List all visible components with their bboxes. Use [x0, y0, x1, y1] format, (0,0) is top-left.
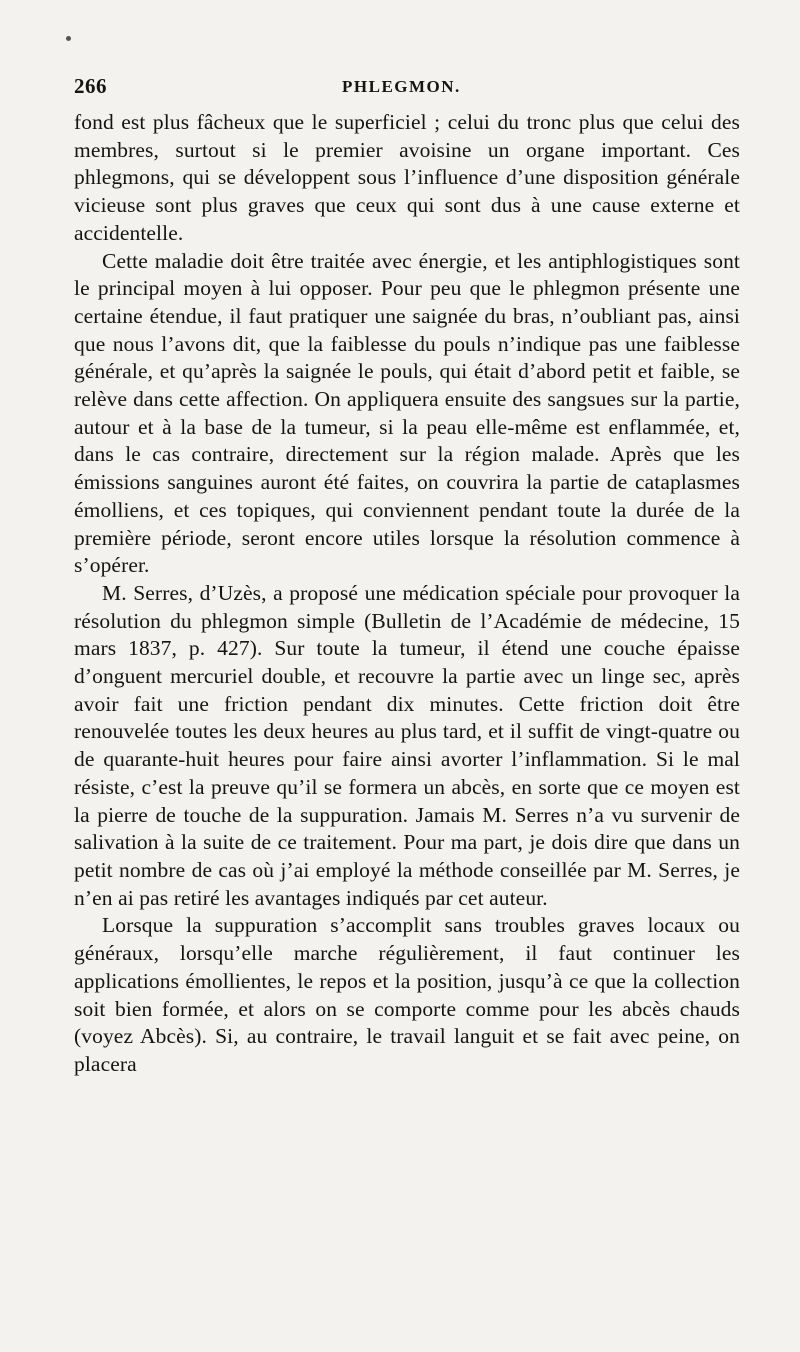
body-text [74, 109, 740, 1079]
page-number: 266 [74, 74, 107, 98]
page-header [74, 74, 740, 104]
ink-speck [66, 36, 71, 41]
paragraph-4: Lorsque la suppuration s’accomplit sans troubles graves locaux ou généraux, lorsqu’elle marche régulièrement, il faut continuer les applications émollientes, le repos et la position, jusqu’à ce que la collection soit bien formée, et alors on se comporte comme pour les abcès chauds (voyez Abcès). Si, au contraire, le travail languit et se fait avec peine, on placera [74, 913, 740, 1076]
paragraph-3: M. Serres, d’Uzès, a proposé une médication spéciale pour provoquer la résolution du phlegmon simple (Bulletin de l’Académie de médecine, 15 mars 1837, p. 427). Sur toute la tumeur, il étend une couche épaisse d’onguent mercuriel double, et recouvre la partie avec un linge sec, après avoir fait une friction pendant dix minutes. Cette friction doit être renouvelée toutes les deux heures au plus tard, et il suffit de vingt-quatre ou de quarante-huit heures pour faire ainsi avorter l’inflammation. Si le mal résiste, c’est la preuve qu’il se formera un abcès, en sorte que ce moyen est la pierre de touche de la suppuration. Jamais M. Serres n’a vu survenir de salivation à la suite de ce traitement. Pour ma part, je dois dire que dans un petit nombre de cas où j’ai employé la méthode conseillée par M. Serres, je n’en ai pas retiré les avantages indiqués par cet auteur. [74, 580, 740, 910]
running-head: PHLEGMON. [342, 77, 461, 96]
paragraph-2: Cette maladie doit être traitée avec énergie, et les antiphlogistiques sont le principal moyen à lui opposer. Pour peu que le phlegmon présente une certaine étendue, il faut pratiquer une saignée du bras, n’oubliant pas, ainsi que nous l’avons dit, que la faiblesse du pouls n’indique pas une faiblesse générale, et qu’après la saignée le pouls, qui était d’abord petit et faible, se relève dans cette affection. On appliquera ensuite des sangsues sur la partie, autour et à la base de la tumeur, si la peau elle-même est enflammée, et, dans le cas contraire, directement sur la région malade. Après que les émissions sanguines auront été faites, on couvrira la partie de cataplasmes émolliens, et ces topiques, qui conviennent pendant toute la durée de la première période, seront encore utiles lorsque la résolution commence à s’opérer. [74, 248, 740, 578]
paragraph-1: fond est plus fâcheux que le superficiel ; celui du tronc plus que celui des membres, surtout si le premier avoisine un organe important. Ces phlegmons, qui se développent sous l’influence d’une disposition générale vicieuse sont plus graves que ceux qui sont dus à une cause externe et accidentelle. [74, 110, 740, 245]
